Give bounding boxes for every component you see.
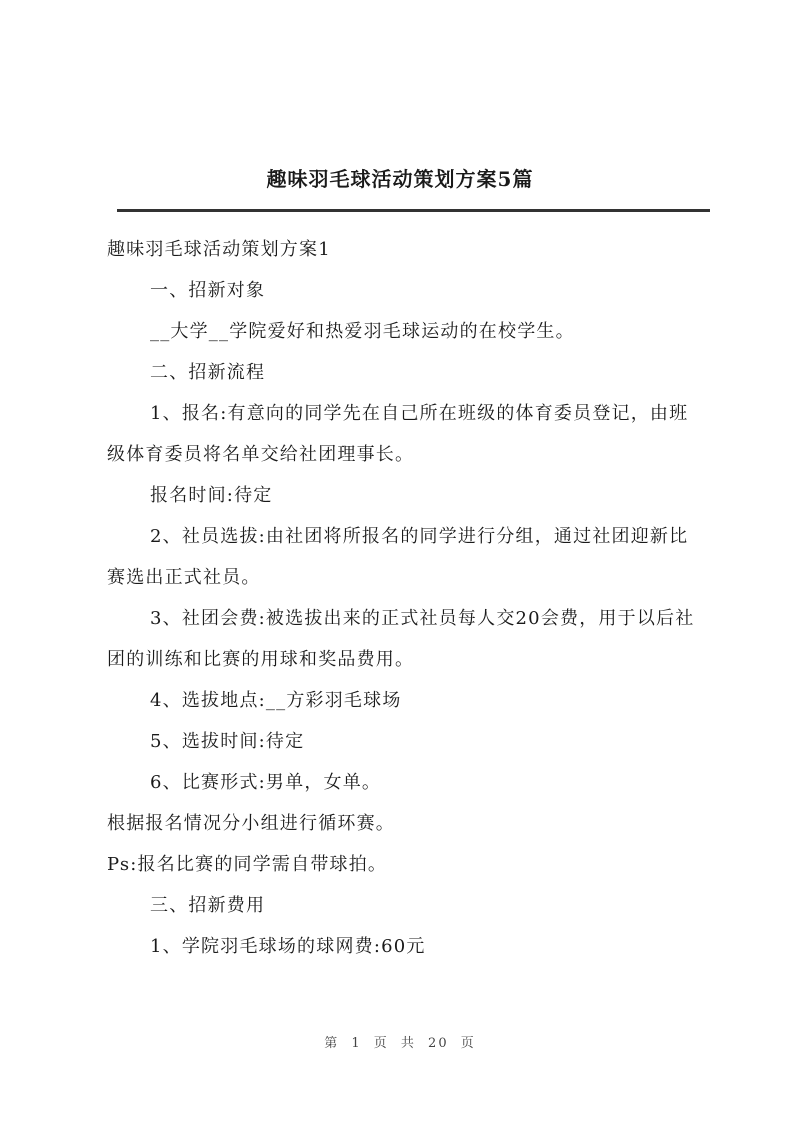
title-divider: [117, 209, 710, 212]
paragraph: 1、报名:有意向的同学先在自己所在班级的体育委员登记，由班级体育委员将名单交给社团理事长。: [107, 403, 689, 465]
paragraph: 报名时间:待定: [150, 485, 273, 506]
paragraph: 根据报名情况分小组进行循环赛。: [107, 813, 395, 834]
paragraph: 3、社团会费:被选拔出来的正式社员每人交20会费，用于以后社团的训练和比赛的用球和奖品费用。: [107, 608, 695, 670]
paragraph: 6、比赛形式:男单，女单。: [150, 772, 382, 793]
paragraph: 5、选拔时间:待定: [150, 731, 305, 752]
paragraph: Ps:报名比赛的同学需自带球拍。: [107, 854, 388, 875]
paragraph: 二、招新流程: [150, 362, 266, 383]
paragraph: 2、社员选拔:由社团将所报名的同学进行分组，通过社团迎新比赛选出正式社员。: [107, 526, 689, 588]
paragraph: 三、招新费用: [150, 895, 266, 916]
paragraph: 1、学院羽毛球场的球网费:60元: [150, 936, 426, 957]
section-heading: 趣味羽毛球活动策划方案1: [107, 239, 331, 260]
document-title: 趣味羽毛球活动策划方案5篇: [266, 167, 534, 191]
document-body: [107, 229, 707, 967]
paragraph: __大学__学院爱好和热爱羽毛球运动的在校学生。: [150, 321, 575, 342]
page-number-footer: 第 1 页 共 20 页: [324, 1036, 476, 1051]
paragraph: 4、选拔地点:__方彩羽毛球场: [150, 690, 402, 711]
paragraph: 一、招新对象: [150, 280, 266, 301]
